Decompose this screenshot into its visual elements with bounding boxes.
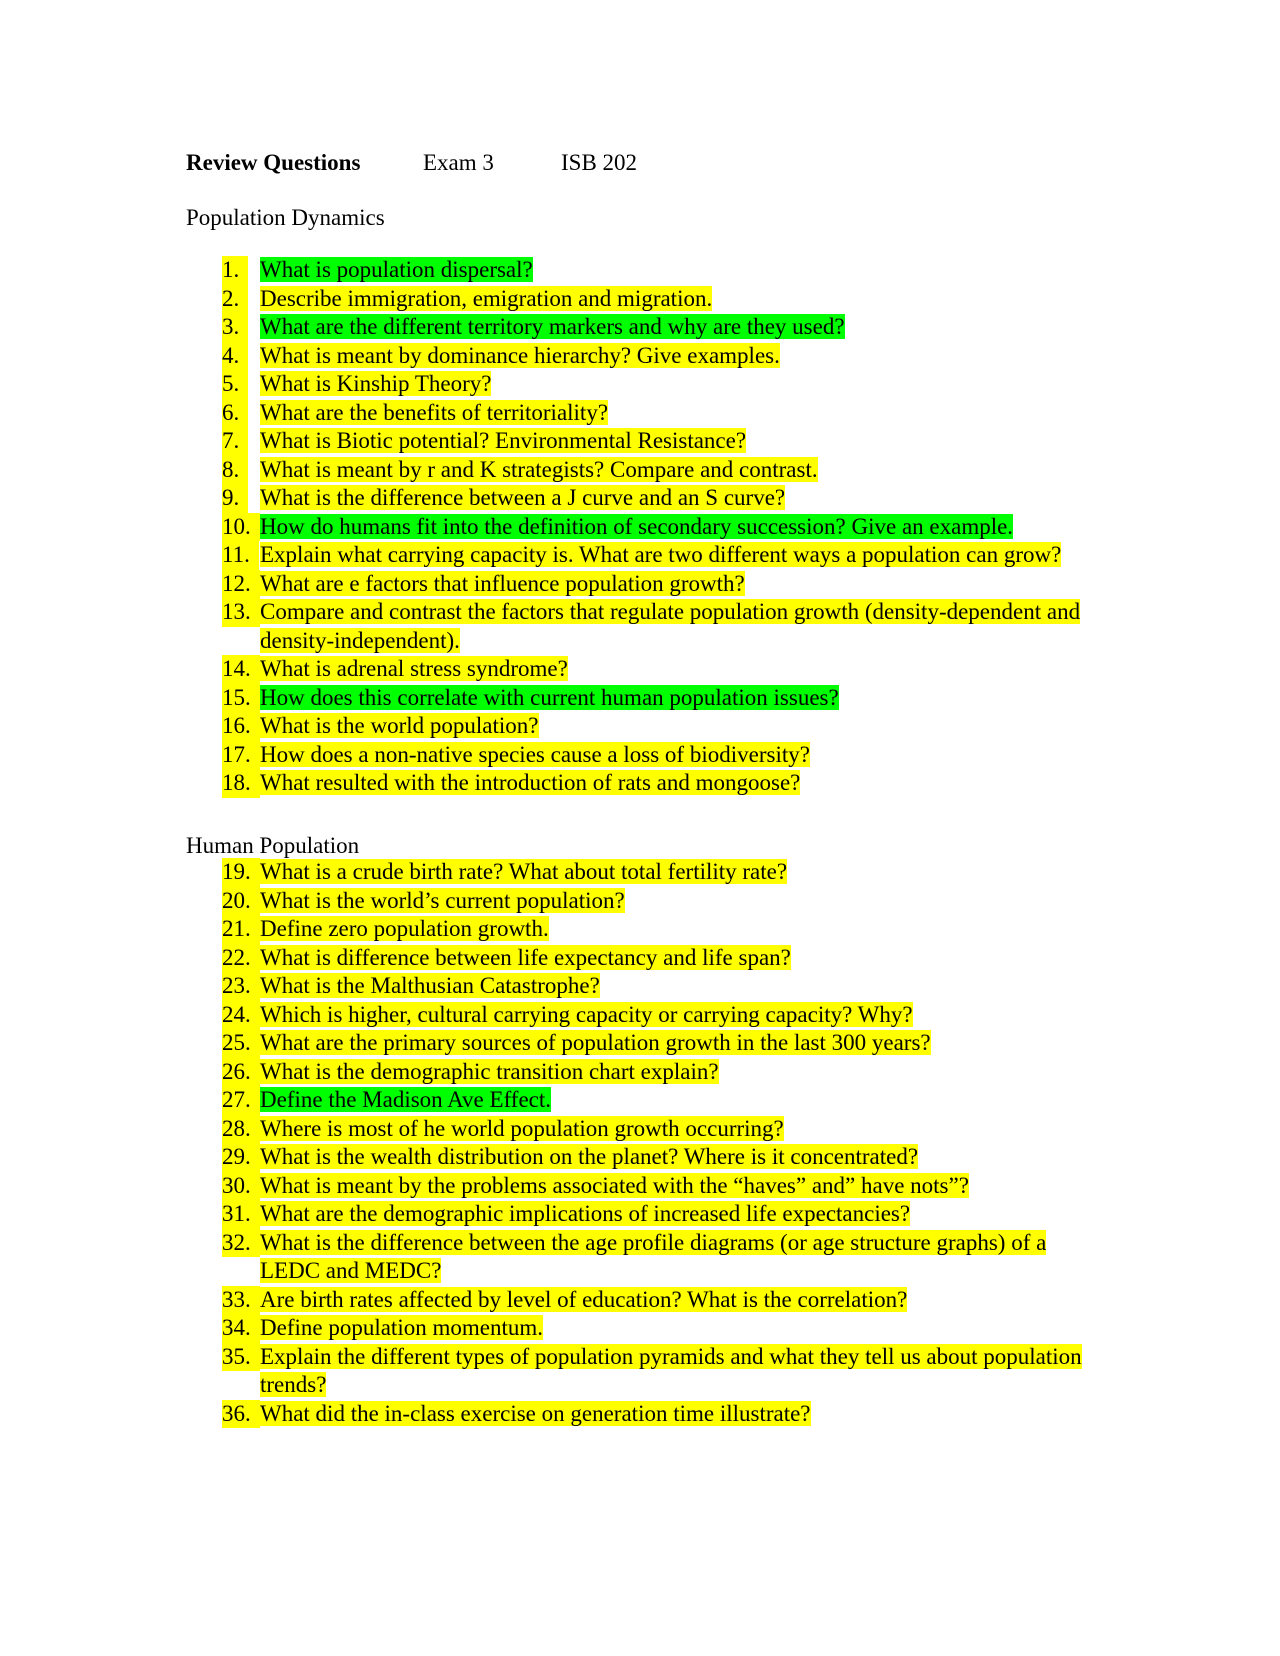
question-item (222, 741, 1092, 770)
question-item (222, 285, 1092, 314)
question-text: What are e factors that influence population growth? (260, 570, 745, 596)
question-item (222, 570, 1092, 599)
question-text: What are the benefits of territoriality? (260, 399, 609, 425)
question-number: 25. (222, 1029, 260, 1058)
question-text: What are the different territory markers and why are they used? (260, 314, 845, 339)
question-item (222, 972, 1092, 1001)
question-item (222, 1029, 1092, 1058)
question-text: What is meant by the problems associated with the “haves” and” have nots”? (260, 1172, 969, 1198)
question-item (222, 313, 1092, 342)
section-title-human-population: Human Population (186, 833, 360, 858)
question-text: What are the demographic implications of increased life expectancies? (260, 1201, 911, 1226)
question-text: Explain what carrying capacity is. What are two different ways a population can grow? (260, 542, 1062, 567)
question-item (222, 1200, 1092, 1229)
question-item (222, 1400, 1092, 1429)
question-text: Define the Madison Ave Effect. (260, 1087, 552, 1112)
question-text: What are the primary sources of population growth in the last 300 years? (260, 1030, 931, 1055)
question-number: 5. (222, 370, 248, 399)
question-number: 11. (222, 541, 259, 570)
question-item (222, 1314, 1092, 1343)
course-label: ISB 202 (561, 150, 638, 175)
question-item (222, 256, 1092, 285)
question-item (222, 399, 1092, 428)
question-text: What is the world’s current population? (260, 887, 625, 913)
question-text: What resulted with the introduction of rats and mongoose? (260, 770, 801, 795)
document-title: Review Questions (186, 150, 361, 175)
question-text: What is the wealth distribution on the planet? Where is it concentrated? (260, 1144, 919, 1169)
question-text: What is Kinship Theory? (260, 371, 492, 396)
question-number: 32. (222, 1229, 260, 1258)
question-text: Define zero population growth. (260, 916, 549, 941)
question-text: How do humans fit into the definition of secondary succession? Give an example. (260, 513, 1014, 539)
question-text: Are birth rates affected by level of education? What is the correlation? (260, 1286, 908, 1312)
question-item (222, 1001, 1092, 1030)
document-header (186, 149, 637, 177)
question-text: What is the difference between the age profile diagrams (or age structure graphs) of a LEDC and MEDC? (260, 1229, 1047, 1283)
question-text: Define population momentum. (260, 1315, 543, 1340)
question-item (222, 684, 1092, 713)
question-number: 22. (222, 944, 260, 973)
question-item (222, 427, 1092, 456)
question-text: Describe immigration, emigration and migration. (260, 285, 713, 311)
question-number: 12. (222, 570, 260, 599)
question-item (222, 541, 1092, 570)
question-item (222, 1172, 1092, 1201)
question-number: 19. (222, 858, 260, 887)
question-number: 6. (222, 399, 248, 428)
question-number: 10. (222, 513, 260, 542)
question-number: 18. (222, 769, 260, 798)
question-number: 31. (222, 1200, 260, 1229)
question-number: 21. (222, 915, 260, 944)
question-number: 30. (222, 1172, 260, 1201)
question-text: Where is most of he world population growth occurring? (260, 1115, 784, 1141)
question-list-human-population (222, 858, 1092, 1428)
question-text: How does this correlate with current human population issues? (260, 684, 839, 710)
question-number: 4. (222, 342, 248, 371)
question-number: 24. (222, 1001, 260, 1030)
question-text: What is population dispersal? (260, 257, 533, 282)
question-text: What is the world population? (260, 713, 539, 738)
question-item (222, 1058, 1092, 1087)
question-text: Explain the different types of population pyramids and what they tell us about population trends? (260, 1343, 1082, 1397)
question-item (222, 370, 1092, 399)
question-number: 7. (222, 427, 248, 456)
question-item (222, 1343, 1092, 1400)
question-text: Compare and contrast the factors that regulate population growth (density-dependent and density-independent). (260, 599, 1081, 653)
question-item (222, 456, 1092, 485)
question-text: How does a non-native species cause a loss of biodiversity? (260, 741, 810, 767)
question-number: 9. (222, 484, 248, 513)
question-item (222, 484, 1092, 513)
question-item (222, 513, 1092, 542)
question-text: What is difference between life expectancy and life span? (260, 944, 791, 970)
question-number: 28. (222, 1115, 260, 1144)
exam-label: Exam 3 (423, 150, 494, 175)
question-number: 20. (222, 887, 260, 916)
question-text: What is meant by r and K strategists? Compare and contrast. (260, 456, 818, 482)
question-list-population-dynamics (222, 256, 1092, 798)
question-number: 35. (222, 1343, 260, 1372)
question-text: Which is higher, cultural carrying capacity or carrying capacity? Why? (260, 1001, 913, 1027)
question-item (222, 1143, 1092, 1172)
question-item (222, 342, 1092, 371)
question-item (222, 944, 1092, 973)
question-number: 16. (222, 712, 260, 741)
question-number: 27. (222, 1086, 260, 1115)
question-item (222, 712, 1092, 741)
question-number: 1. (222, 256, 248, 285)
question-item (222, 915, 1092, 944)
question-number: 29. (222, 1143, 260, 1172)
question-number: 36. (222, 1400, 260, 1429)
question-item (222, 1115, 1092, 1144)
question-item (222, 769, 1092, 798)
question-number: 15. (222, 684, 260, 713)
question-text: What is the Malthusian Catastrophe? (260, 973, 600, 998)
question-text: What is Biotic potential? Environmental Resistance? (260, 428, 747, 453)
question-item (222, 1086, 1092, 1115)
question-number: 33. (222, 1286, 260, 1315)
question-number: 17. (222, 741, 260, 770)
question-item (222, 1229, 1092, 1286)
question-number: 8. (222, 456, 248, 485)
question-number: 26. (222, 1058, 260, 1087)
question-text: What is meant by dominance hierarchy? Give examples. (260, 342, 780, 368)
question-number: 23. (222, 972, 260, 1001)
question-text: What is the difference between a J curve and an S curve? (260, 485, 786, 510)
question-number: 14. (222, 655, 260, 684)
question-text: What is the demographic transition chart explain? (260, 1058, 719, 1084)
question-text: What is adrenal stress syndrome? (260, 656, 568, 681)
question-item (222, 887, 1092, 916)
question-number: 3. (222, 313, 248, 342)
question-item (222, 598, 1092, 655)
question-number: 34. (222, 1314, 260, 1343)
question-item (222, 655, 1092, 684)
question-item (222, 1286, 1092, 1315)
question-item (222, 858, 1092, 887)
question-text: What is a crude birth rate? What about total fertility rate? (260, 859, 788, 884)
question-number: 13. (222, 598, 260, 627)
question-text: What did the in-class exercise on generation time illustrate? (260, 1400, 811, 1426)
section-title-population-dynamics: Population Dynamics (186, 205, 385, 230)
question-number: 2. (222, 285, 248, 314)
